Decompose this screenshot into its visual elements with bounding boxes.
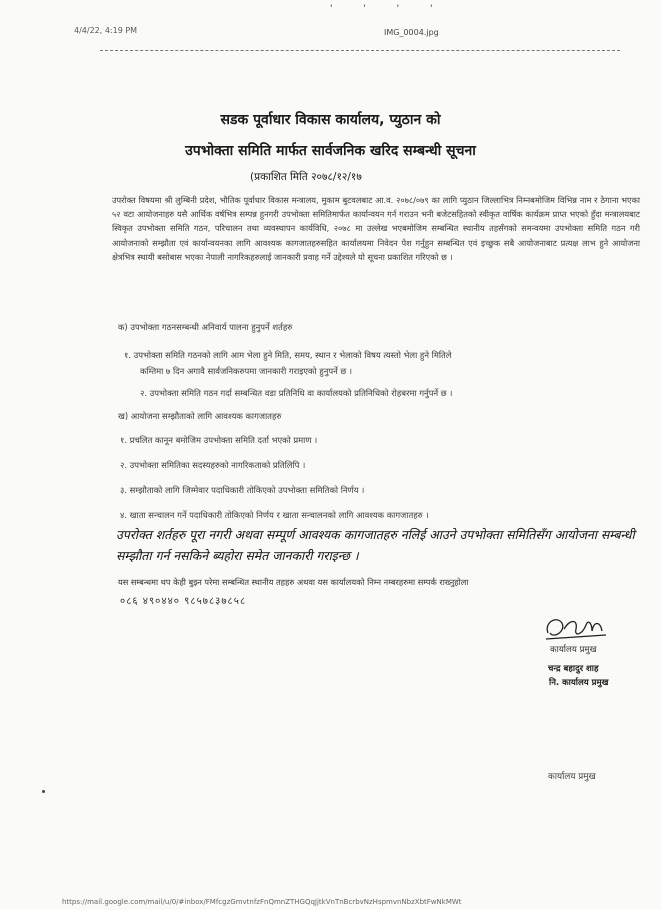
kha-item-4: ४. खाता सन्चालन गर्ने पदाधिकारी तोकिएको निर्णय र खाता सन्चालनको लागि आवश्यक कागजातहरु । [120,510,429,520]
handwritten-note: उपरोक्त शर्तहरु पूरा नगरी अथवा सम्पूर्ण आवश्यक कागजातहरु नलिई आउने उपभोक्ता समितिसँग आयोजना सम्बन्धी सम्झौता गर्न नसकिने ब्यहोरा समेत जानकारी गराइन्छ । [116,527,635,563]
page-divider [100,50,620,51]
page-url: https://mail.google.com/mail/u/0/#inbox/FMfcgzGmvtnfzFnQmnZTHGQqJjtkVnTnBcrbvNzHspmvnNbzXbtFwNkMWt [62,898,462,906]
ka-item-1: १. उपभोक्ता समिति गठनको लागि आम भेला हुने मिति, समय, स्थान र भेलाको विषय त्यस्तो भेला हुने मितिले [124,350,452,360]
section-ka-heading: क) उपभोक्ता गठनसम्बन्धी अनिवार्य पालना हुनुपर्ने शर्तहरु [118,322,293,332]
section-kha-heading: ख) आयोजना सम्झौताको लागि आवश्यक कागजातहरु [118,411,282,421]
office-title: सडक पूर्वाधार विकास कार्यालय, प्युठान को [220,112,441,128]
stamp-role: नि. कार्यालय प्रमुख [549,678,609,688]
file-name: IMG_0004.jpg [384,28,439,37]
contact-line: यस सम्बन्धमा थप केही बुझ्न परेमा सम्बन्धित स्थानीय तहहरु अथवा यस कार्यालयको निम्न नम्बरहरुमा सम्पर्क राख्नुहोला [118,577,469,587]
print-date: 4/4/22, 4:19 PM [74,26,138,35]
kha-item-1: १. प्रचलित कानून बमोजिम उपभोक्ता समिति दर्ता भएको प्रमाण । [120,435,318,445]
scan-artifact: ' ' ' ' [330,4,447,14]
office-head-label-2: कार्यालय प्रमुख [548,772,596,782]
stamp-name: चन्द्र बहादुर शाह [548,664,599,674]
kha-item-2: २. उपभोक्ता समितिका सदस्यहरुको नागरिकताको प्रतिलिपि । [120,460,306,470]
published-date: (प्रकाशित मिति २०७८/१२/१७ [250,171,362,183]
scan-dot [42,790,45,793]
notice-subject: उपभोक्ता समिति मार्फत सार्वजनिक खरिद सम्बन्धी सूचना [185,143,476,159]
ka-item-1-cont: कम्तिमा ७ दिन अगावै सार्वजनिकरुपमा जानकारी गराइएको हुनुपर्ने छ । [140,366,353,376]
ka-item-2: २. उपभोक्ता समिति गठन गर्दा सम्बन्धित वडा प्रतिनिधि वा कार्यालयको प्रतिनिधिको रोहबरमा गर्नुपर्ने छ । [140,388,453,398]
office-head-label: कार्यालय प्रमुख [550,645,597,655]
intro-paragraph: उपरोक्त विषयमा श्री लुम्बिनी प्रदेश, भौतिक पूर्वाधार विकास मन्त्रालय, मुकाम बुटवलबाट आ.व. २०७८/०७९ का लागि प्युठान जिल्लाभित्र निम्नबमोजिम विभिन्न नाम र ठेगाना भएका ५२ वटा आयोजनाहरु यसै आर्थिक वर्षभित्र सम्पन्न हुनगरी उपभोक्ता समितिमार्फत कार्यान्वयन गर्न गराउन भनी बजेटसहितको स्वीकृत वार्षिक कार्यक्रम प्राप्त भएको हुँदा मन्त्रालयबाट स्विकृत उपभोक्ता समिति गठन, परिचालन तथा व्यवस्थापन कार्यविधि, २०७८ मा उल्लेख भएबमोजिम सम्बन्धित स्थानीय तहसँगको समन्वयमा उपभोक्ता समिति गठन गरी आयोजनाको सम्झौता एवं कार्यान्वयनका लागि आवश्यक कागजातहरुसहित कार्यालयमा निवेदन पेश गर्नुहुन सम्बन्धित एवं इच्छुक सबै आयोजनाबाट प्रत्यक्ष लाभ हुने आयोजना क्षेत्रभित्र स्थायी बसोबास भएका नेपाली नागरिकहरुलाई जानकारी प्रवाह गर्ने उद्देश्यले यो सूचना प्रकाशित गरिएको छ । [112,195,640,262]
phone-numbers: ०८६ ४९०४४० ९८५७८३७८५८ [120,596,247,607]
kha-item-3: ३. सम्झौताको लागि जिम्मेवार पदाधिकारी तोकिएको उपभोक्ता समितिको निर्णय । [120,485,365,495]
